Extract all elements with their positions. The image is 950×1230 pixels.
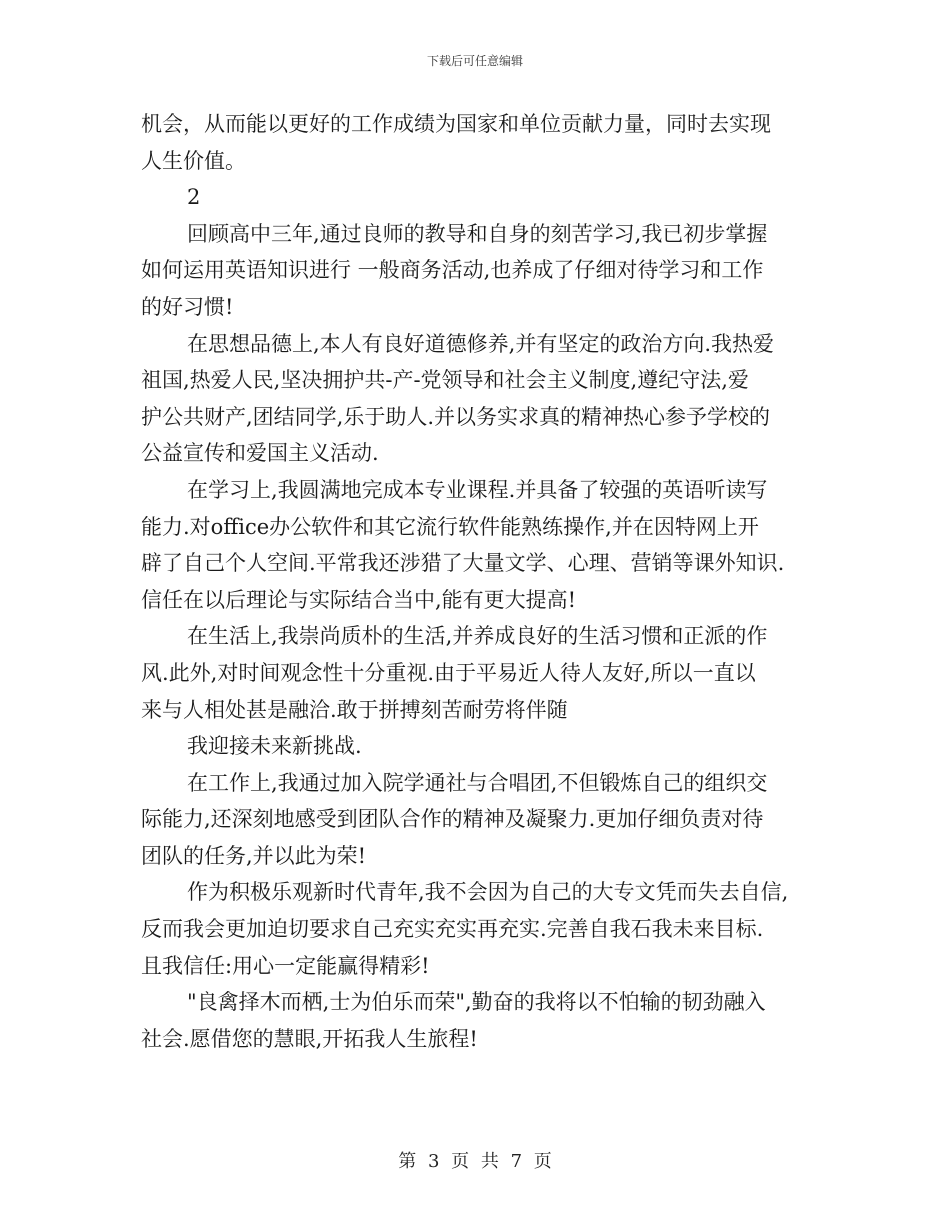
text-line: 在生活上,我崇尚质朴的生活,并养成良好的生活习惯和正派的作 xyxy=(187,624,768,649)
text-line: 护公共财产,团结同学,乐于助人.并以务实求真的精神热心参予学校的 xyxy=(141,404,771,429)
text-line: 风.此外,对时间观念性十分重视.由于平易近人待人友好,所以一直以 xyxy=(141,660,756,685)
text-line: 机会，从而能以更好的工作成绩为国家和单位贡献力量，同时去实现 xyxy=(141,112,771,136)
text-line: 社会.愿借您的慧眼,开拓我人生旅程! xyxy=(141,1026,478,1051)
text-line: 团队的任务,并以此为荣! xyxy=(141,843,367,868)
text-line: 能力.对office办公软件和其它流行软件能熟练操作,并在因特网上开 xyxy=(141,514,759,539)
text-line: 辟了自己个人空间.平常我还涉猎了大量文学、心理、营销等课外知识. xyxy=(141,551,785,576)
text-line: 信任在以后理论与实际结合当中,能有更大提高! xyxy=(141,587,577,612)
text-line: 来与人相处甚是融洽.敢于拼搏刻苦耐劳将伴随 xyxy=(141,697,568,722)
text-line: 在工作上,我通过加入院学通社与合唱团,不但锻炼自己的组织交 xyxy=(187,770,768,795)
page-number-footer: 第 3 页 共 7 页 xyxy=(398,1151,552,1172)
text-line: 且我信任:用心一定能赢得精彩! xyxy=(141,953,430,978)
document-body xyxy=(141,106,813,1057)
text-line: "良禽择木而栖,士为伯乐而荣",勤奋的我将以不怕输的韧劲融入 xyxy=(187,990,766,1015)
text-line: 我迎接未来新挑战. xyxy=(187,734,362,759)
text-line: 作为积极乐观新时代青年,我不会因为自己的大专文凭而失去自信, xyxy=(187,880,789,905)
text-line: 回顾高中三年,通过良师的教导和自身的刻苦学习,我已初步掌握 xyxy=(187,221,768,246)
page-header-note: 下载后可任意编辑 xyxy=(426,54,523,68)
text-line: 祖国,热爱人民,坚决拥护共-产-党领导和社会主义制度,遵纪守法,爱 xyxy=(141,368,749,393)
text-line: 反而我会更加迫切要求自己充实充实再充实.完善自我石我未来目标. xyxy=(141,917,764,942)
text-line: 在学习上,我圆满地完成本专业课程.并具备了较强的英语听读写 xyxy=(187,477,768,502)
text-line: 2 xyxy=(187,185,201,210)
text-line: 的好习惯! xyxy=(141,294,234,319)
text-line: 公益宣传和爱国主义活动. xyxy=(141,441,379,466)
text-line: 如何运用英语知识进行 一般商务活动,也养成了仔细对待学习和工作 xyxy=(141,258,764,283)
text-line: 际能力,还深刻地感受到团队合作的精神及凝聚力.更加仔细负责对待 xyxy=(141,807,764,832)
text-line: 人生价值。 xyxy=(141,148,246,173)
text-line: 在思想品德上,本人有良好道德修养,并有坚定的政治方向.我热爱 xyxy=(187,331,775,356)
